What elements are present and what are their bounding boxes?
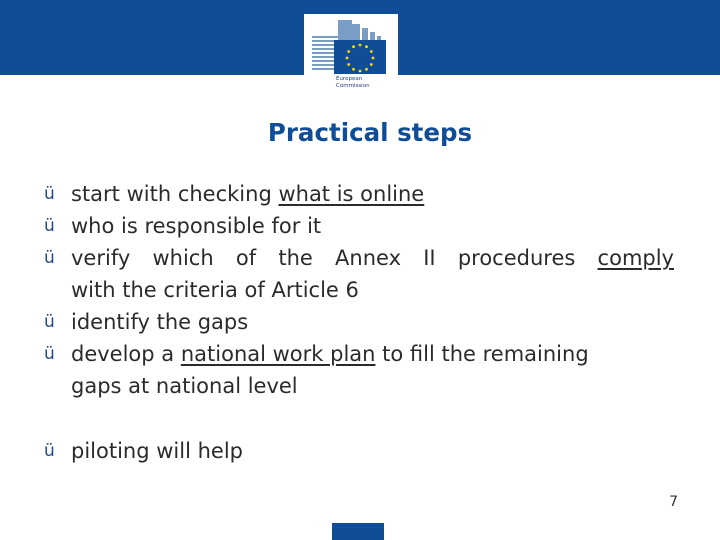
check-icon: ü (44, 216, 55, 236)
bullet-text: identify the gaps (71, 310, 249, 334)
check-icon: ü (44, 248, 55, 268)
check-icon: ü (44, 184, 55, 204)
bullet-text-line-1 (71, 242, 674, 274)
bullet-item (44, 242, 674, 306)
bullet-text: who is responsible for it (71, 214, 322, 238)
page-number: 7 (669, 494, 678, 510)
bullet-item (44, 306, 674, 338)
underlined-text: what is online (278, 182, 425, 206)
underlined-text: national work plan (180, 342, 376, 366)
logo-text-line-1: European (336, 76, 363, 82)
bullet-text: develop a (71, 342, 181, 366)
check-icon: ü (44, 344, 55, 364)
bullet-text-line-2: with the criteria of Article 6 (71, 278, 359, 302)
check-icon: ü (44, 312, 55, 332)
bullet-text: piloting will help (71, 439, 243, 463)
underlined-text: comply (597, 246, 674, 270)
bullet-text-line-2: gaps at national level (71, 374, 298, 398)
check-icon: ü (44, 441, 55, 461)
bullet-text: to fill the remaining (375, 342, 589, 366)
bullet-item (44, 210, 674, 242)
bullet-item (44, 338, 674, 402)
slide-title: Practical steps (267, 118, 473, 147)
european-commission-logo (304, 14, 398, 78)
bullet-item (44, 435, 674, 467)
bullet-item (44, 178, 674, 210)
footer-flag-bar (332, 523, 384, 540)
logo-text-line-2: Commission (336, 83, 370, 89)
bullet-list (44, 178, 674, 467)
logo-wordmark (336, 76, 370, 90)
bullet-text: start with checking (71, 182, 279, 206)
bullet-text: verify which of the Annex II procedures (71, 246, 598, 270)
